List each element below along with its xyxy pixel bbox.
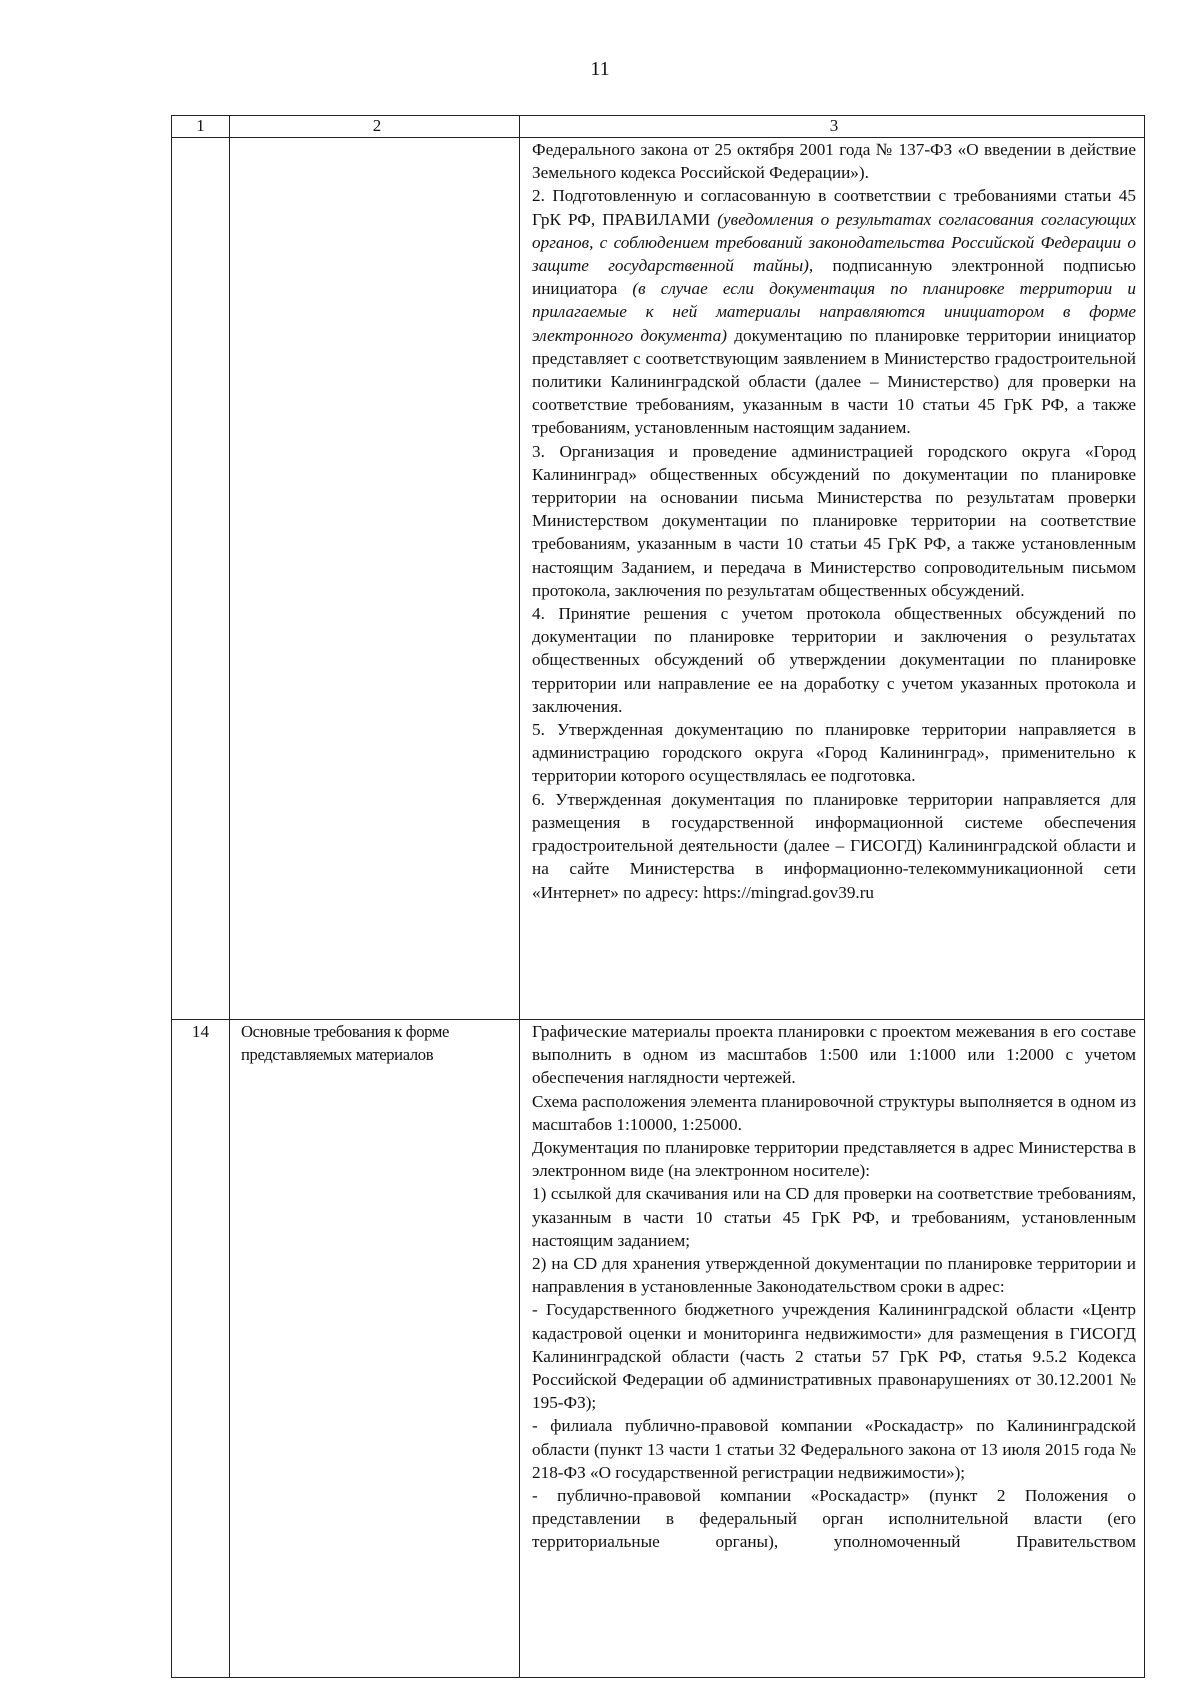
italic-note: (уведомления о результатах согласования согласующих органов, с соблюдением требований законодательства Российской Федерации о защите государственной тайны),: [532, 209, 1137, 276]
row-title-cell: [230, 1020, 520, 1678]
paragraph: 5. Утвержденная документацию по планировке территории направляется в администрацию городского округа «Город Калининград», применительно к территории которого осуществлялась ее подготовка.: [532, 720, 1136, 786]
requirements-table: [171, 115, 1145, 1678]
row-number-cell: 14: [172, 1020, 230, 1678]
paragraph: 2) на CD для хранения утвержденной документации по планировке территории и направления в установленные Законодательством сроки в адрес:: [532, 1254, 1136, 1297]
paragraph: 6. Утвержденная документация по планировке территории направляется для размещения в государственной информационной системе обеспечения градостроительной деятельности (далее – ГИСОГД) Калининградской области и на сайте Министерства в информационно-телекоммуникационной сети «Интернет» по адресу: https://mingrad.gov39.ru: [532, 789, 1136, 902]
paragraph: 1) ссылкой для скачивания или на CD для проверки на соответствие требованиям, указанным в части 10 статьи 45 ГрК РФ, и требованиям, установленным настоящим заданием;: [532, 1184, 1136, 1250]
paragraph: 2. Подготовленную и согласованную в соответствии с требованиями статьи 45 ГрК РФ, ПРАВИЛАМИ (уведомления о результатах согласования согласующих органов, с соблюдением требований законодательства Российской Федерации о защите государственной тайны), подписанную электронной подписью инициатора (в случае если документация по планировке территории и прилагаемые к ней материалы направляются инициатором в форме электронного документа) документацию по планировке территории инициатор представляет с соответствующим заявлением в Министерство градостроительной политики Калининградской области (далее – Министерство) для проверки на соответствие требованиям, указанным в части 10 статьи 45 ГрК РФ, а также требованиям, установленным настоящим заданием.: [532, 186, 1137, 438]
paragraph: - Государственного бюджетного учреждения Калининградской области «Центр кадастровой оценки и мониторинга недвижимости» для размещения в ГИСОГД Калининградской области (часть 2 статьи 57 ГрК РФ, статья 9.5.2 Кодекса Российской Федерации об административных правонарушениях от 30.12.2001 № 195-ФЗ);: [532, 1300, 1136, 1413]
row-content-cell: [520, 1020, 1145, 1678]
table-header-row: [172, 116, 1145, 138]
paragraph: Федерального закона от 25 октября 2001 года № 137-ФЗ «О введении в действие Земельного кодекса Российской Федерации»).: [532, 140, 1136, 183]
paragraph: - публично-правовой компании «Роскадастр» (пункт 2 Положения о представлении в федеральный орган исполнительной власти (его территориальные органы), уполномоченный Правительством: [532, 1486, 1136, 1552]
paragraph: Графические материалы проекта планировки с проектом межевания в его составе выполнить в одном из масштабов 1:500 или 1:1000 или 1:2000 с учетом обеспечения наглядности чертежей.: [532, 1022, 1136, 1088]
table-row: [172, 1020, 1145, 1678]
page-number: 11: [590, 58, 610, 80]
paragraph: 3. Организация и проведение администрацией городского округа «Город Калининград» общественных обсуждений по документации по планировке территории на основании письма Министерства по результатам проверки Министерством документации по планировке территории на соответствие требованиям, указанным в части 10 статьи 45 ГрК РФ, а также установленным настоящим Заданием, и передача в Министерство сопроводительным письмом протокола, заключения по результатам общественных обсуждений.: [532, 441, 1136, 600]
row-title: Основные требования к форме представляемых материалов: [241, 1022, 450, 1065]
header-col-1: 1: [172, 116, 230, 138]
row-title-cell: [230, 138, 520, 1020]
italic-note: (в случае если документация по планировке территории и прилагаемые к ней материалы направляются инициатором в форме электронного документа): [532, 279, 1136, 345]
table-row: [172, 138, 1145, 1020]
header-col-3: 3: [520, 116, 1145, 138]
row-number-cell: [172, 138, 230, 1020]
row-content-cell: [520, 138, 1145, 1020]
paragraph: - филиала публично-правовой компании «Роскадастр» по Калининградской области (пункт 13 части 1 статьи 32 Федерального закона от 13 июля 2015 года № 218-ФЗ «О государственной регистрации недвижимости»);: [532, 1416, 1136, 1482]
paragraph: Схема расположения элемента планировочной структуры выполняется в одном из масштабов 1:10000, 1:25000.: [532, 1091, 1136, 1134]
header-col-2: 2: [230, 116, 520, 138]
paragraph: Документация по планировке территории представляется в адрес Министерства в электронном виде (на электронном носителе):: [532, 1138, 1136, 1181]
paragraph: 4. Принятие решения с учетом протокола общественных обсуждений по документации по планировке территории и заключения о результатах общественных обсуждений об утверждении документации по планировке территории или направление ее на доработку с учетом указанных протокола и заключения.: [532, 604, 1136, 716]
